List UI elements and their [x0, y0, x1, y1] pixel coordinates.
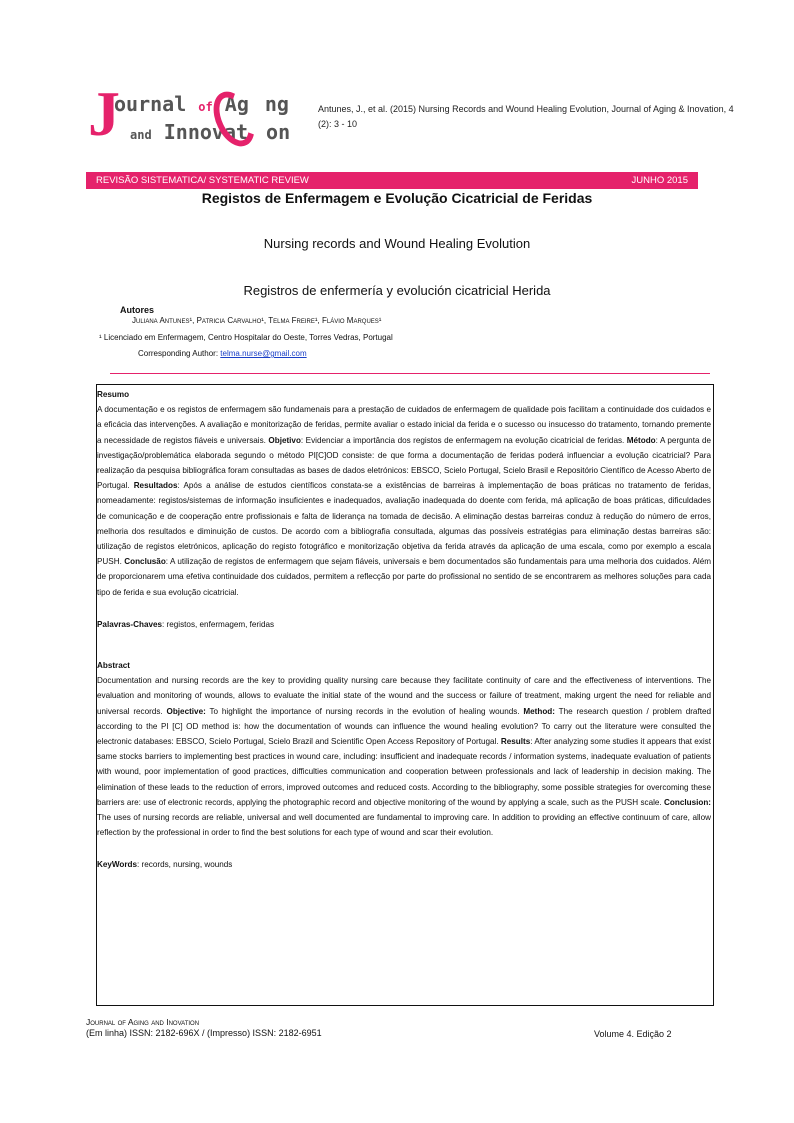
resumo-text: A documentação e os registos de enfermagem são fundamenais para a prestação de cuidados de enfermagem de qualidade pois facilitam a continuidade dos cuidados e a eficácia das intervenções. A avaliação e monitorização de feridas, permite avaliar o estado inicial da ferida e o sucesso ou insucesso do tratamento, tornando premente a necessidade de registos fiáveis e universais. Objetivo: Evidenciar a importância dos registos de enfermagem na evolução cicatricial de feridas. Método: A pergunta de investigação/problemática elaborada segundo o método PI[C]OD consiste: de que forma a documentação de feridas poderá influenciar a evolução cicatricial? Para realização da pesquisa bibliográfica foram consultadas as bases de dados eletrónicos: EBSCO, Scielo Portugal, Scielo Brasil e Repositório Científico de Acesso Aberto de Portugal. Resultados: Após a análise de estudos científicos constata-se a existências de barreiras à implementação de boas práticas no tratamento de feridas, nomeadamente: registos/sistemas de informação insuficientes e inadequados, avaliação inadequada do doente com ferida, má aplicação de boas práticas, dificuldades de comunicação e de cooperação entre profissionais e falta de liderança na tomada de decisão. A eliminação destas barreiras conduz à redução do número de erros, melhoria dos resultados e diminuição de custos. De acordo com a bibliografia consultada, algumas das possíveis estratégias para eliminação destas barreiras são: utilização de registos eletrónicos, aplicação do registo fotográfico e monitorização objetiva da ferida através da aplicação de uma escala, como por exemplo a escala PUSH. Conclusão: A utilização de registos de enfermagem que sejam fiáveis, universais e bem documentados são fundamentais para uma melhoria dos cuidados. Além de proporcionarem uma efetiva continuidade dos cuidados, permitem a reflecção por parte do profissional no sentido de se encontrarem as melhores soluções para cada tipo de ferida e sua evolução cicatricial.	[97, 405, 711, 597]
title-portuguese: Registos de Enfermagem e Evolução Cicatricial de Feridas	[201, 190, 593, 206]
resumo-keywords: Palavras-Chaves: registos, enfermagem, feridas	[97, 619, 275, 629]
article-type: REVISÃO SISTEMATICA/ SYSTEMATIC REVIEW	[96, 175, 309, 186]
footer-journal: Journal of Aging and Inovation	[86, 1017, 200, 1027]
corresponding-author: Corresponding Author: telma.nurse@gmail.com	[138, 349, 307, 358]
logo-line-2: and Innovat on	[130, 120, 291, 144]
logo-line-1: ournal of Ag ng	[114, 92, 289, 116]
email-link[interactable]: telma.nurse@gmail.com	[220, 349, 307, 358]
abstract-heading: Abstract	[97, 661, 130, 671]
footer-issn: (Em linha) ISSN: 2182-696X / (Impresso) ISSN: 2182-6951	[86, 1028, 322, 1038]
authors-names: Juliana Antunes¹, Patricia Carvalho¹, Telma Freire¹, Flávio Marques¹	[132, 316, 382, 325]
title-english: Nursing records and Wound Healing Evolution	[263, 236, 531, 251]
resumo-heading: Resumo	[97, 390, 130, 399]
abstract-box	[96, 384, 714, 1006]
journal-logo	[88, 78, 291, 154]
section-bar	[86, 172, 698, 189]
footer	[86, 1017, 322, 1039]
divider	[110, 373, 710, 374]
footer-volume: Volume 4. Edição 2	[594, 1029, 672, 1039]
authors-label: Autores	[120, 305, 155, 315]
issue-date: JUNHO 2015	[631, 175, 688, 186]
logo-letter-j: J	[88, 78, 120, 149]
title-spanish: Registros de enfermería y evolución cicatricial Herida	[243, 283, 551, 298]
citation: Antunes, J., et al. (2015) Nursing Records and Wound Healing Evolution, Journal of Aging & Inovation, 4 (2): 3 - 10	[318, 104, 734, 129]
affiliation: ¹ Licenciado em Enfermagem, Centro Hospitalar do Oeste, Torres Vedras, Portugal	[99, 333, 393, 342]
abstract-keywords: KeyWords: records, nursing, wounds	[97, 860, 233, 870]
abstract-text: Documentation and nursing records are the key to providing quality nursing care because they facilitate continuity of care and the effectiveness of interventions. The evaluation and monitoring of wounds, allows to evaluate the initial state of the wound and the success or failure of treatment, making urgent the need for reliable and universal records. Objective: To highlight the importance of nursing records in the evolution of healing wounds. Method: The research question / problem drafted according to the PI [C] OD method is: how the documentation of wounds can influence the wound healing evolution? To carry out the literature were consulted the electronic databases: EBSCO, Scielo Portugal, Scielo Brazil and Scientific Open Access Repository of Portugal. Results: After analyzing some studies it appears that exist same stocks barriers to implementing best practices in wound care, including: insufficient and inadequate records / information systems, inadequate evaluation of patients with wound, poor implementation of good practices, difficulties communication and cooperation between professionals and lack of leadership in decision making. The elimination of these leads to the reduction of errors, improved outcomes and reduced costs. According to the bibliography, some possible strategies for overcoming these barriers are: use of electronic records, applying the photographic record and objective monitoring of the wound by applying a scale, such as the PUSH scale. Conclusion: The uses of nursing records are reliable, universal and well documented are fundamental to improving care. In addition to providing an effective continuum of care, allow reflection by the professional in order to find the best solutions for each type of wound and scar their evolution.	[97, 676, 712, 838]
